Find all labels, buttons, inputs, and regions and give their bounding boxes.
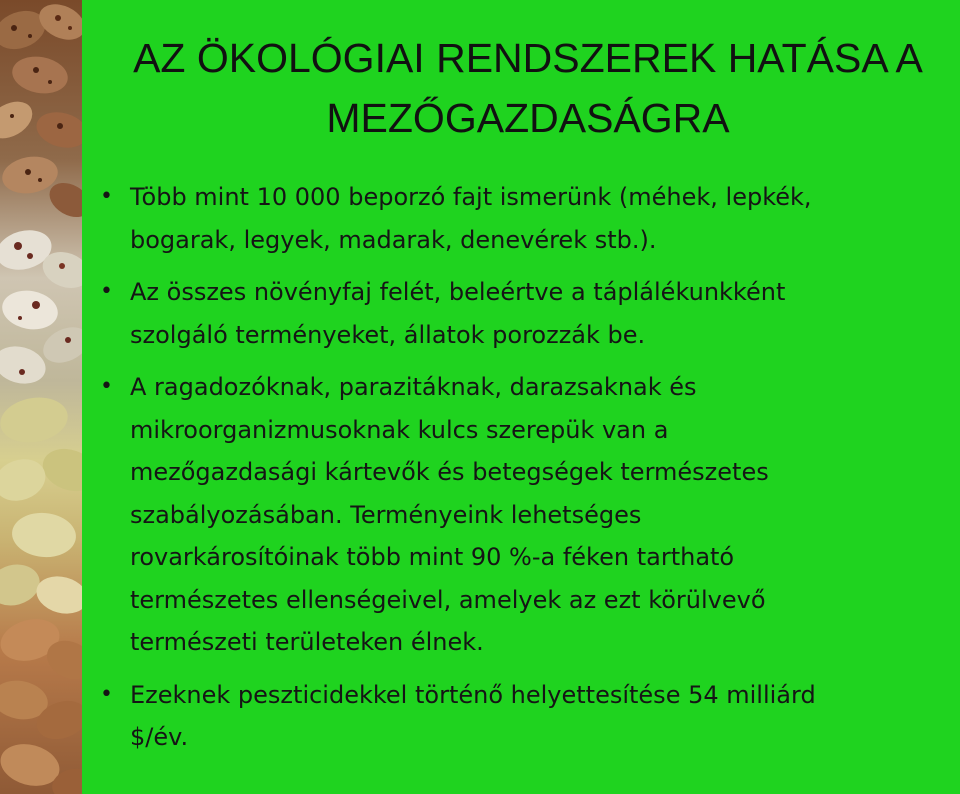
- bullet-line: rovarkárosítóinak több mint 90 %-a féken tartható: [130, 543, 735, 571]
- bullet-line: Az összes növényfaj felét, beleértve a táplálékunkként: [130, 278, 786, 306]
- bullet-item-1: [100, 176, 960, 261]
- bullet-item-2: [100, 271, 960, 356]
- bullet-line: Ezeknek peszticidekkel történő helyettesítése 54 milliárd: [130, 680, 816, 709]
- bullet-line: A ragadozóknak, parazitáknak, darazsaknak és: [130, 373, 697, 401]
- title-line-1: AZ ÖKOLÓGIAI RENDSZEREK HATÁSA A: [133, 35, 923, 81]
- slide-title: [96, 28, 960, 148]
- bullet-line: természeti területeken élnek.: [130, 628, 484, 656]
- bullet-line: mikroorganizmusoknak kulcs szerepük van a: [130, 415, 669, 444]
- bullet-dot-icon: •: [100, 184, 113, 209]
- bullet-line: mezőgazdasági kártevők és betegségek természetes: [130, 458, 769, 486]
- title-line-2: MEZŐGAZDASÁGRA: [326, 95, 730, 141]
- bullet-line: Több mint 10 000 beporzó fajt ismerünk (méhek, lepkék,: [130, 183, 812, 211]
- bullet-line: $/év.: [130, 723, 189, 751]
- bullet-dot-icon: •: [100, 374, 113, 399]
- bullet-line: szabályozásában. Terményeink lehetséges: [130, 500, 642, 529]
- bullet-dot-icon: •: [100, 681, 113, 707]
- beans-image: [0, 0, 82, 794]
- bullet-dot-icon: •: [100, 279, 113, 304]
- bullet-item-3: [100, 366, 960, 664]
- bullet-line: bogarak, legyek, madarak, denevérek stb.).: [130, 225, 657, 254]
- bullet-item-4: [100, 674, 960, 759]
- bean-photo-strip: [0, 0, 82, 794]
- bullet-list: [100, 176, 960, 769]
- bullet-line: szolgáló terményeket, állatok porozzák be.: [130, 320, 646, 349]
- bullet-line: természetes ellenségeivel, amelyek az ezt körülvevő: [130, 585, 766, 614]
